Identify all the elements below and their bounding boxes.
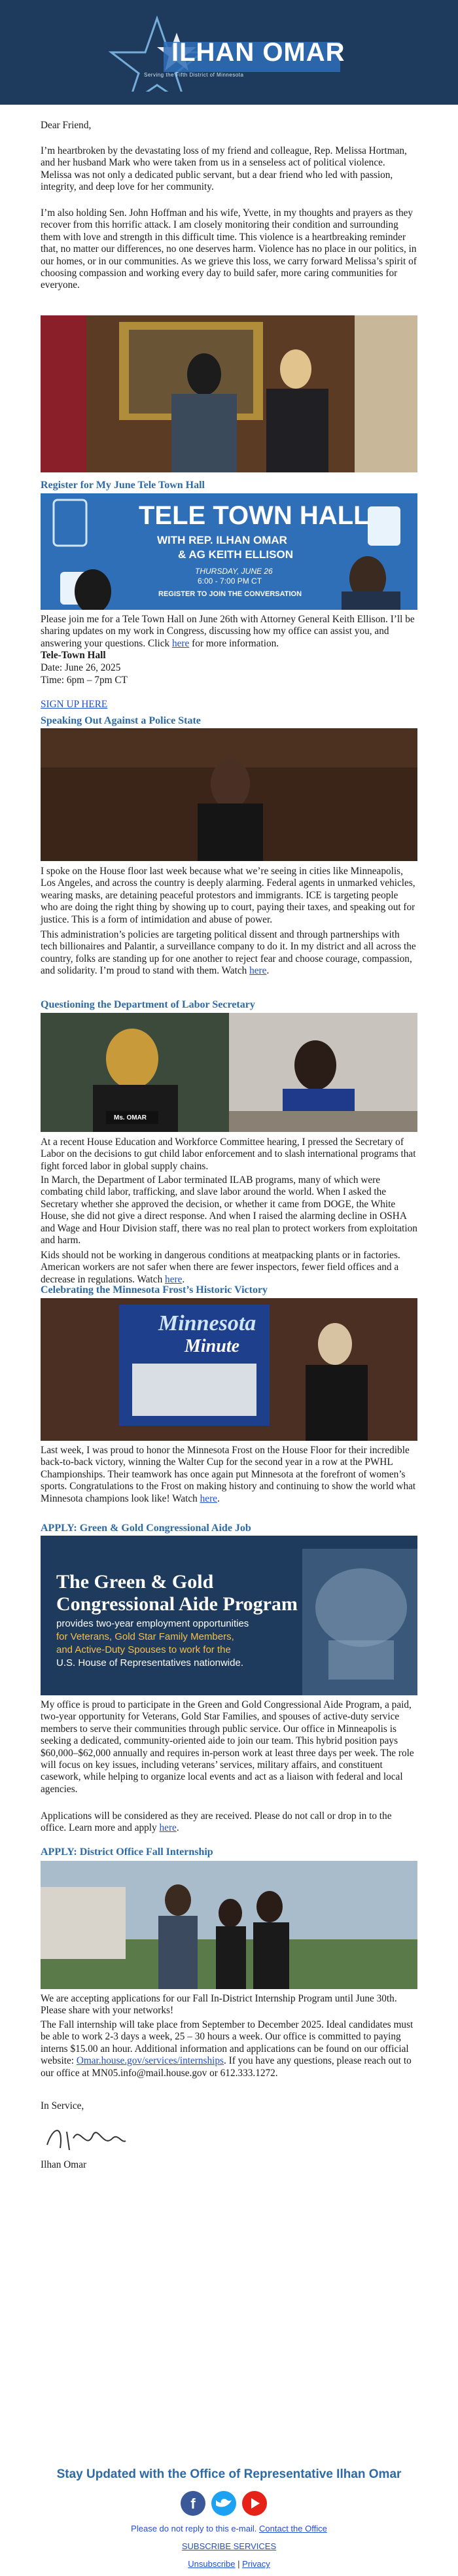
internship-paragraph-2-end: . If you have any questions, please reach out to our office at MN05.info@mail.house.gov or 612.333.1272. — [41, 2055, 412, 2079]
aide-program-banner[interactable] — [41, 1536, 417, 1695]
police-watch-link[interactable]: here — [249, 965, 267, 977]
header-banner — [0, 0, 458, 105]
salutation: Dear Friend, — [41, 120, 92, 131]
frost-paragraph-end: . — [217, 1492, 220, 1504]
frost-sign-line-2: Minute — [185, 1336, 240, 1356]
intro-paragraph-2: I’m also holding Sen. John Hoffman and his wife, Yvette, in my thoughts and prayers as they recover from this horrific attack. I am closely monitoring their condition and surrounding them with love and strength in this difficult time. This violence is a heartbreaking reminder that, no matter our differences, no one deserves harm. Violence has no place in our politics, in our homes, or in our communities. As we grieve this loss, we carry forward Melissa’s spirit of choosing compassion and working every day to build safer, more caring communities for everyone. — [41, 207, 417, 291]
banner-title: TELE TOWN HALL — [139, 501, 370, 530]
labor-paragraph-3-text: Kids should not be working in dangerous conditions at meatpacking plants or in factories. American workers are not safer when there are fewer inspectors, fewer field offices and a decrease in regulations. Watch — [41, 1250, 400, 1285]
sign-up-link[interactable]: SIGN UP HERE — [41, 699, 108, 710]
twitter-icon[interactable] — [211, 2491, 236, 2516]
facebook-icon[interactable] — [181, 2491, 205, 2516]
police-paragraph-2 — [41, 929, 417, 978]
labor-watch-link[interactable]: here — [165, 1273, 183, 1285]
police-heading: Speaking Out Against a Police State — [41, 715, 201, 726]
aide-paragraph-1: My office is proud to participate in the Green and Gold Congressional Aide Program, a paid, two-year opportunity for Veterans, Gold Star Families, and spouses of active-duty service members to serve their communities through public service. Our office in Minneapolis is seeking a dedicated, community-oriented aide to join our team. This hybrid position pays $60,000–$62,000 annually and requires in-person work at least three days per week. The role will focus on key issues, including veterans’ services, military affairs, and constituent casework, while helping to organize local events and act as a liaison with federal and local agencies. — [41, 1699, 414, 1795]
aide-paragraph-2-end: . — [176, 1822, 179, 1834]
frost-paragraph-text: Last week, I was proud to honor the Minnesota Frost on the House Floor for their incredible back-to-back victory, winning the Walter Cup for the second year in a row at the PWHL Championships. Their teamwork has once again put Minnesota at the forefront of women’s sports. Congratulations to the Frost on making history and continuing to show the world what Minnesota champions look like! Watch — [41, 1445, 416, 1504]
labor-paragraph-3 — [41, 1250, 417, 1286]
police-paragraph-2-end: . — [266, 965, 270, 977]
social-icons — [177, 2490, 281, 2517]
footer-title: Stay Updated with the Office of Representative Ilhan Omar — [56, 2467, 402, 2481]
event-date: Date: June 26, 2025 — [41, 662, 121, 673]
frost-sign-line-1: Minnesota — [158, 1311, 256, 1335]
frost-photo[interactable] — [41, 1298, 417, 1441]
frost-paragraph — [41, 1445, 417, 1505]
internship-paragraph-1: We are accepting applications for our Fall In-District Internship Program until June 30th. Please share with your networks! — [41, 1993, 397, 2017]
labor-hearing-photo[interactable] — [41, 1013, 417, 1132]
footer-separator: | — [238, 2559, 240, 2569]
unsubscribe-link[interactable]: Unsubscribe — [188, 2559, 236, 2569]
town-hall-banner[interactable] — [41, 493, 417, 610]
signature-image — [41, 2119, 145, 2158]
closing: In Service, — [41, 2100, 84, 2111]
internship-website-link[interactable]: Omar.house.gov/services/internships — [76, 2055, 224, 2067]
subscribe-line — [0, 2541, 458, 2551]
internship-paragraph-2 — [41, 2019, 417, 2079]
hortman-photo — [41, 315, 417, 472]
police-paragraph-1: I spoke on the House floor last week because what we’re seeing in cities like Minneapolis, Los Angeles, and across the country is deeply alarming. Federal agents in unmarked vehicles, wearing masks, are detaining peaceful protestors and immigrants. ICE is targeting people who are doing the right thing by showing up to court, paying their taxes, and speaking out for justice. This is a form of intimidation and abuse of power. — [41, 866, 415, 925]
town-hall-body-text-end: for more information. — [189, 637, 279, 649]
town-hall-body — [41, 614, 417, 650]
aide-banner-title-2: Congressional Aide Program — [56, 1593, 298, 1615]
aide-paragraph-2-text: Applications will be considered as they are received. Please do not call or drop in to the office. Learn more and apply — [41, 1810, 392, 1834]
event-time: Time: 6pm – 7pm CT — [41, 675, 128, 686]
noreply-text: Please do not reply to this e-mail. — [131, 2524, 259, 2533]
nameplate: Ms. OMAR — [114, 1114, 147, 1121]
contact-office-link[interactable]: Contact the Office — [259, 2524, 327, 2533]
internship-photo-art — [41, 1861, 417, 1989]
intro-paragraph-1: I’m heartbroken by the devastating loss of my friend and colleague, Rep. Melissa Hortman, and her husband Mark who were taken from us in a senseless act of political violence. Melissa was not only a dedicated public servant, but a dear friend who led with passion, integrity, and deep love for her community. — [41, 145, 407, 193]
unsubscribe-line — [0, 2559, 458, 2569]
hortman-photo-art — [41, 315, 417, 472]
event-title: Tele-Town Hall — [41, 650, 106, 661]
aide-heading: APPLY: Green & Gold Congressional Aide Job — [41, 1523, 251, 1534]
aide-apply-link[interactable]: here — [159, 1822, 177, 1834]
house-floor-photo-art — [41, 728, 417, 861]
subscribe-link[interactable]: SUBSCRIBE SERVICES — [181, 2541, 277, 2551]
police-paragraph-2-text: This administration’s policies are targeting political dissent and through partnerships with tech billionaires and Palantir, a surveillance company to do it. In my district and all across the country, folks are standing up for one another to reject fear and choose courage, compassion, and solidarity. I’m proud to stand with them. Watch — [41, 929, 416, 977]
header-tagline: Serving the Fifth District of Minnesota — [144, 72, 244, 78]
frost-watch-link[interactable]: here — [200, 1492, 217, 1504]
signoff-name: Ilhan Omar — [41, 2159, 87, 2170]
labor-paragraph-3-end: . — [182, 1273, 185, 1285]
labor-paragraph-1: At a recent House Education and Workforce Committee hearing, I pressed the Secretary of Labor on the decisions to gut child labor enforcement and to slash international programs that fight forced labor in global supply chains. — [41, 1137, 416, 1172]
aide-banner-title-1: The Green & Gold — [56, 1571, 214, 1593]
aide-banner-sub-1: provides two-year employment opportunities — [56, 1618, 249, 1629]
aide-banner-sub-3: and Active-Duty Spouses to work for the — [56, 1644, 231, 1655]
internship-paragraph-2-text: The Fall internship will take place from September to December 2025. Ideal candidates must be able to work 2-3 days a week, 25 – 30 hours a week. Our office is committed to paying interns $15.00 an hour. Additional information and applications can be found on our official website: — [41, 2019, 414, 2067]
banner-with: WITH REP. ILHAN OMAR — [157, 534, 287, 546]
internship-heading: APPLY: District Office Fall Internship — [41, 1846, 213, 1858]
town-hall-body-text: Please join me for a Tele Town Hall on June 26th with Attorney General Keith Ellison. I’ll be sharing updates on my work in Congress, discussing how my office can assist you, and answering your questions. Click — [41, 614, 415, 649]
banner-date: THURSDAY, JUNE 26 — [195, 567, 273, 576]
banner-cta: REGISTER TO JOIN THE CONVERSATION — [158, 590, 302, 598]
internship-photo — [41, 1861, 417, 1989]
aide-paragraph-2 — [41, 1810, 417, 1835]
privacy-link[interactable]: Privacy — [242, 2559, 270, 2569]
svg-text:f: f — [190, 2496, 196, 2512]
labor-paragraph-2: In March, the Department of Labor terminated ILAB programs, many of which were combating child labor, trafficking, and slave labor around the world. When I asked the Secretary whether she approved the decision, or whether it came from DOGE, the White House, she did not give a direct response. And when I raised the alarming decline in OSHA and Wage and Hour Division staff, there was no real plan to protect workers from exploitation and harm. — [41, 1174, 417, 1246]
town-hall-heading: Register for My June Tele Town Hall — [41, 480, 205, 491]
banner-time: 6:00 - 7:00 PM CT — [198, 576, 262, 586]
aide-banner-sub-4: U.S. House of Representatives nationwide. — [56, 1657, 243, 1668]
header-name: ILHAN OMAR — [171, 38, 345, 67]
youtube-icon[interactable] — [242, 2491, 267, 2516]
town-hall-info-link[interactable]: here — [171, 637, 190, 649]
aide-banner-art — [41, 1536, 417, 1695]
aide-banner-sub-2: for Veterans, Gold Star Family Members, — [56, 1631, 234, 1642]
labor-hearing-photo-art — [41, 1013, 417, 1132]
labor-heading: Questioning the Department of Labor Secretary — [41, 999, 255, 1010]
house-floor-photo[interactable] — [41, 728, 417, 861]
frost-heading: Celebrating the Minnesota Frost’s Historic Victory — [41, 1284, 268, 1296]
banner-with-2: & AG KEITH ELLISON — [178, 548, 293, 561]
noreply-line — [0, 2524, 458, 2533]
